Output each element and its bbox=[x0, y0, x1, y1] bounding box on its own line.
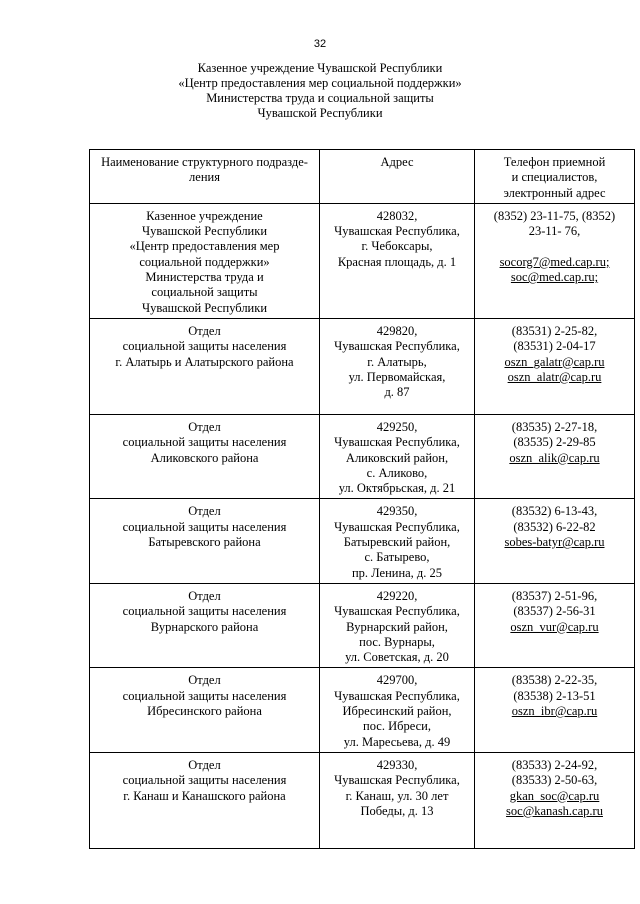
structural-units-table bbox=[89, 149, 635, 849]
unit-name-line: Чувашской Республики bbox=[141, 300, 268, 315]
phone-text: 23-11- 76, bbox=[528, 224, 581, 239]
unit-name-line: социальной защиты bbox=[151, 285, 258, 300]
unit-name-line: Ибресинского района bbox=[147, 704, 262, 719]
email-link[interactable]: oszn_galatr@cap.ru bbox=[504, 354, 605, 369]
email-link[interactable]: oszn_alatr@cap.ru bbox=[507, 369, 602, 384]
unit-name-line: Чувашской Республики bbox=[141, 224, 268, 239]
phone-text: (83532) 6-22-82 bbox=[513, 519, 596, 534]
address-line: г. Канаш, ул. 30 лет bbox=[345, 788, 449, 803]
phone-text: (83531) 2-25-82, bbox=[511, 323, 598, 338]
document-heading bbox=[0, 61, 640, 121]
unit-name-line: Аликовского района bbox=[150, 450, 259, 465]
table-row bbox=[90, 318, 635, 414]
address-cell bbox=[320, 583, 475, 667]
phone-text: (83538) 2-13-51 bbox=[513, 688, 596, 703]
table-row bbox=[90, 668, 635, 752]
unit-name-line: Отдел bbox=[188, 419, 221, 434]
unit-name-line: г. Алатырь и Алатырского района bbox=[115, 354, 294, 369]
email-link[interactable]: oszn_alik@cap.ru bbox=[509, 450, 600, 465]
address-line: пос. Вурнары, bbox=[359, 634, 435, 649]
unit-name-line: Отдел bbox=[188, 673, 221, 688]
email-link[interactable]: soc@kanash.cap.ru bbox=[506, 803, 603, 818]
address-cell bbox=[320, 752, 475, 848]
header-name bbox=[90, 150, 320, 204]
address-line: 429350, bbox=[376, 504, 418, 519]
header-address bbox=[320, 150, 475, 204]
address-cell bbox=[320, 414, 475, 498]
phone-text: (83537) 2-56-31 bbox=[513, 604, 596, 619]
table-row bbox=[90, 499, 635, 583]
unit-name-cell bbox=[90, 752, 320, 848]
address-line: 429820, bbox=[376, 323, 418, 338]
address-line: Чувашская Республика, bbox=[334, 519, 460, 534]
contacts-cell bbox=[475, 752, 635, 848]
email-link[interactable]: gkan_soc@cap.ru bbox=[509, 788, 600, 803]
unit-name-line: социальной поддержки» bbox=[139, 254, 270, 269]
phone-text: (83531) 2-04-17 bbox=[513, 339, 596, 354]
contacts-cell bbox=[475, 668, 635, 752]
unit-name-line: Отдел bbox=[188, 588, 221, 603]
address-line: Красная площадь, д. 1 bbox=[337, 254, 457, 269]
header-contacts bbox=[475, 150, 635, 204]
table-row bbox=[90, 752, 635, 848]
address-line: с. Батырево, bbox=[364, 550, 430, 565]
contacts-cell bbox=[475, 583, 635, 667]
address-line: Аликовский район, bbox=[345, 450, 449, 465]
email-link[interactable]: soc@med.cap.ru; bbox=[510, 270, 599, 285]
unit-name-line: социальной защиты населения bbox=[122, 773, 287, 788]
contacts-cell bbox=[475, 203, 635, 318]
address-line: ул. Маресьева, д. 49 bbox=[343, 734, 451, 749]
unit-name-line: Министерства труда и bbox=[145, 270, 264, 285]
heading-line: Казенное учреждение Чувашской Республики bbox=[197, 61, 443, 75]
header-text: Телефон приемной bbox=[503, 155, 606, 169]
phone-text: (8352) 23-11-75, (8352) bbox=[493, 208, 616, 223]
address-cell bbox=[320, 203, 475, 318]
unit-name-line: Отдел bbox=[188, 757, 221, 772]
unit-name-cell bbox=[90, 583, 320, 667]
phone-text: (83532) 6-13-43, bbox=[511, 504, 598, 519]
page-number: 32 bbox=[313, 38, 327, 50]
address-line: Чувашская Республика, bbox=[334, 604, 460, 619]
address-line: Ибресинский район, bbox=[342, 704, 452, 719]
address-line: Чувашская Республика, bbox=[334, 339, 460, 354]
unit-name-cell bbox=[90, 414, 320, 498]
unit-name-line: г. Канаш и Канашского района bbox=[123, 788, 286, 803]
contacts-cell bbox=[475, 499, 635, 583]
table-row bbox=[90, 583, 635, 667]
contacts-cell bbox=[475, 318, 635, 414]
unit-name-line: Отдел bbox=[188, 323, 221, 338]
unit-name-line: социальной защиты населения bbox=[122, 604, 287, 619]
table-body bbox=[90, 203, 635, 848]
unit-name-line: социальной защиты населения bbox=[122, 688, 287, 703]
address-line: ул. Первомайская, bbox=[348, 369, 446, 384]
phone-text bbox=[478, 239, 631, 254]
header-text: и специалистов, bbox=[511, 170, 598, 185]
heading-line: «Центр предоставления мер социальной поддержки» bbox=[178, 76, 462, 90]
heading-line: Чувашской Республики bbox=[257, 106, 383, 120]
address-line: г. Алатырь, bbox=[367, 354, 427, 369]
unit-name-line: социальной защиты населения bbox=[122, 519, 287, 534]
address-line: 429330, bbox=[376, 757, 418, 772]
unit-name-line: социальной защиты населения bbox=[122, 339, 287, 354]
phone-text: (83533) 2-24-92, bbox=[511, 757, 598, 772]
unit-name-line: социальной защиты населения bbox=[122, 435, 287, 450]
address-line: ул. Октябрьская, д. 21 bbox=[338, 481, 456, 496]
header-text: Адрес bbox=[380, 155, 414, 169]
heading-line: Министерства труда и социальной защиты bbox=[206, 91, 434, 105]
unit-name-line: Отдел bbox=[188, 504, 221, 519]
address-line: Батыревский район, bbox=[343, 535, 451, 550]
phone-text: (83537) 2-51-96, bbox=[511, 588, 598, 603]
address-line: д. 87 bbox=[384, 385, 410, 400]
phone-text: (83535) 2-27-18, bbox=[511, 419, 598, 434]
unit-name-cell bbox=[90, 203, 320, 318]
unit-name-cell bbox=[90, 318, 320, 414]
table-row bbox=[90, 203, 635, 318]
address-cell bbox=[320, 668, 475, 752]
phone-text: (83538) 2-22-35, bbox=[511, 673, 598, 688]
unit-name-line: Батыревского района bbox=[148, 535, 261, 550]
address-line: Чувашская Республика, bbox=[334, 435, 460, 450]
email-link[interactable]: oszn_ibr@cap.ru bbox=[511, 704, 598, 719]
address-line: Вурнарский район, bbox=[346, 619, 448, 634]
address-cell bbox=[320, 318, 475, 414]
unit-name-cell bbox=[90, 499, 320, 583]
address-line: 429700, bbox=[376, 673, 418, 688]
address-cell bbox=[320, 499, 475, 583]
phone-text: (83535) 2-29-85 bbox=[513, 435, 596, 450]
header-text: Наименование структурного подразде- bbox=[101, 155, 308, 169]
table-header-row bbox=[90, 150, 635, 204]
header-text: электронный адрес bbox=[503, 185, 606, 200]
address-line: Победы, д. 13 bbox=[360, 803, 434, 818]
address-line: 428032, bbox=[376, 208, 418, 223]
address-line: Чувашская Республика, bbox=[334, 224, 460, 239]
address-line: пр. Ленина, д. 25 bbox=[351, 565, 443, 580]
address-line: Чувашская Республика, bbox=[334, 688, 460, 703]
address-line: 429220, bbox=[376, 588, 418, 603]
email-link[interactable]: oszn_vur@cap.ru bbox=[510, 619, 599, 634]
contacts-cell bbox=[475, 414, 635, 498]
header-text: ления bbox=[189, 170, 220, 185]
address-line: 429250, bbox=[376, 419, 418, 434]
table-row bbox=[90, 414, 635, 498]
email-link[interactable]: socorg7@med.cap.ru; bbox=[499, 254, 610, 269]
unit-name-cell bbox=[90, 668, 320, 752]
address-line: ул. Советская, д. 20 bbox=[345, 650, 449, 665]
address-line: с. Аликово, bbox=[366, 465, 428, 480]
email-link[interactable]: sobes-batyr@cap.ru bbox=[504, 535, 605, 550]
address-line: Чувашская Республика, bbox=[334, 773, 460, 788]
phone-text: (83533) 2-50-63, bbox=[511, 773, 598, 788]
unit-name-line: Вурнарского района bbox=[150, 619, 259, 634]
unit-name-line: Казенное учреждение bbox=[146, 208, 263, 223]
unit-name-line: «Центр предоставления мер bbox=[129, 239, 280, 254]
address-line: пос. Ибреси, bbox=[363, 719, 431, 734]
address-line: г. Чебоксары, bbox=[361, 239, 433, 254]
